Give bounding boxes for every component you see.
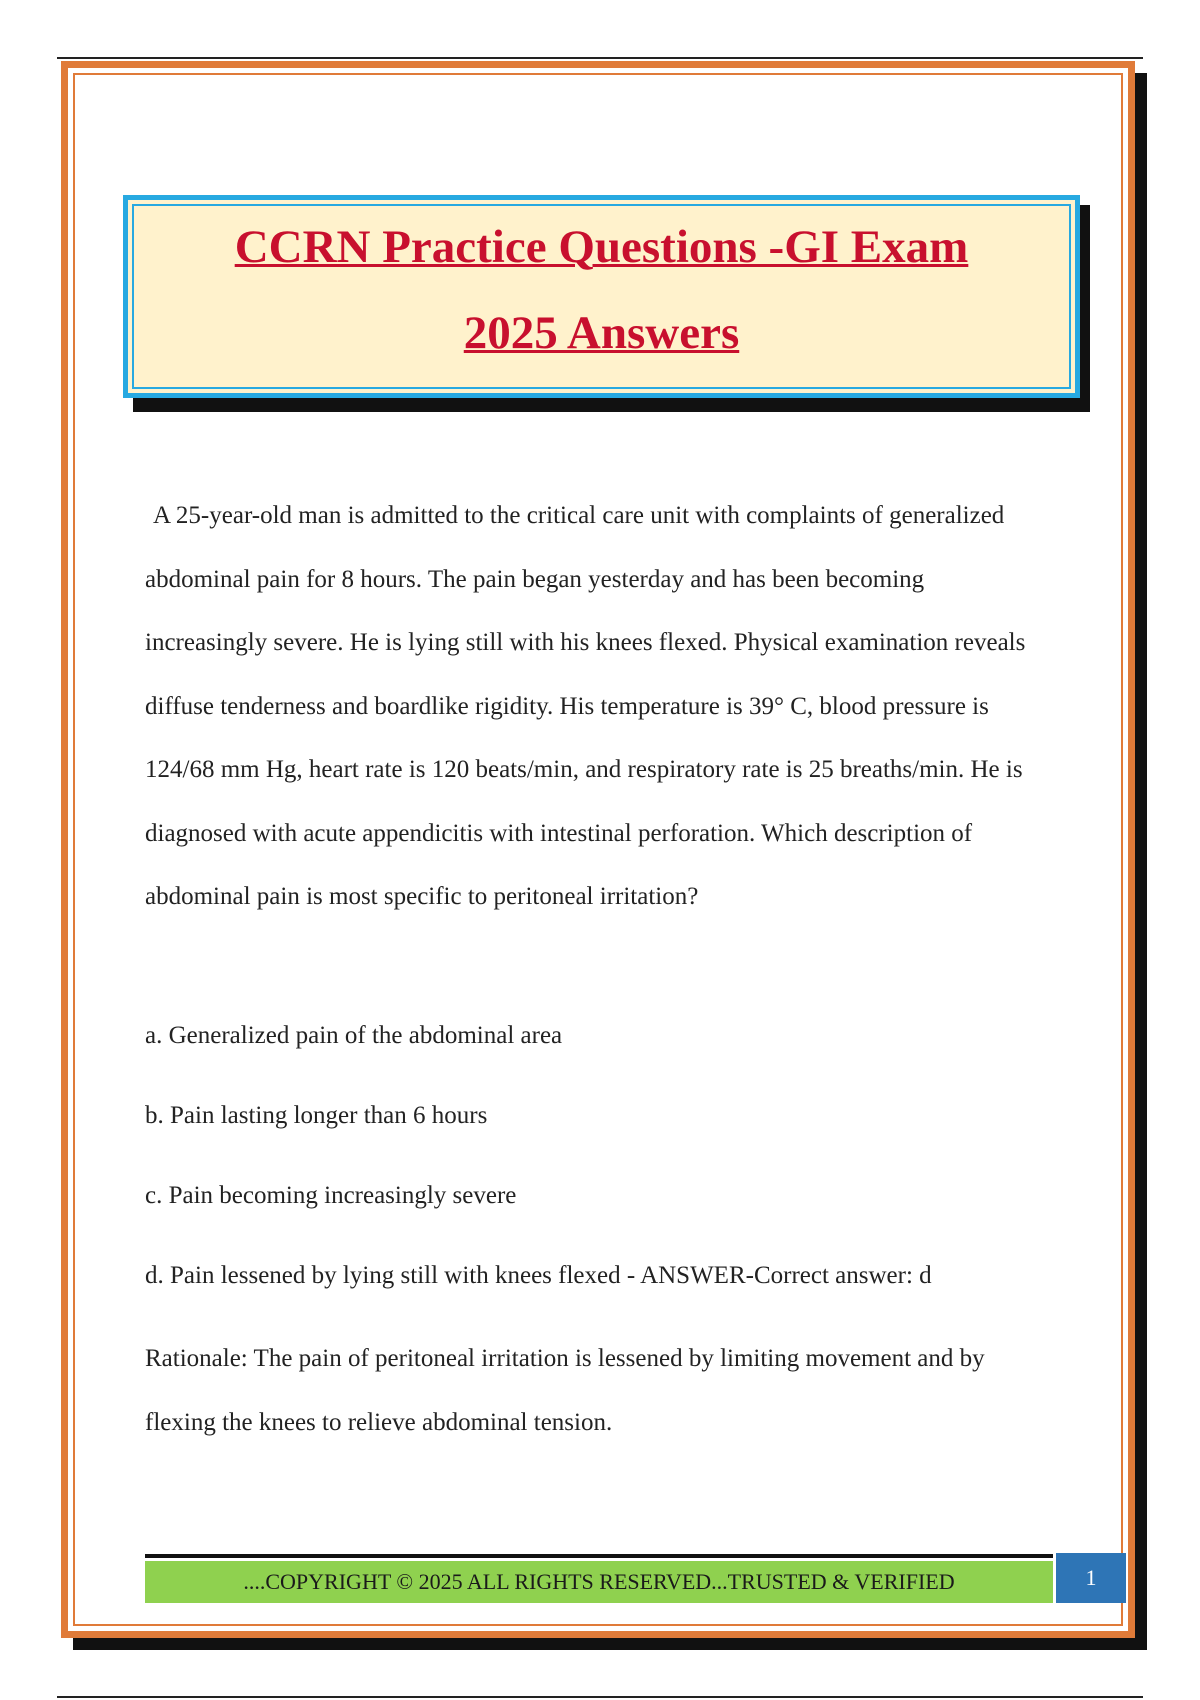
bottom-rule	[57, 1696, 1143, 1698]
rationale-block	[145, 1327, 1045, 1454]
page-title-line-1: CCRN Practice Questions -GI Exam	[234, 221, 969, 273]
question-text: A 25-year-old man is admitted to the critical care unit with complaints of generalized abdominal pain for 8 hours. The pain began yesterday and has been becoming increasingly severe. He is lying still with his knees flexed. Physical examination reveals diffuse tenderness and boardlike rigidity. His temperature is 39° C, blood pressure is 124/68 mm Hg, heart rate is 120 beats/min, and respiratory rate is 25 breaths/min. He is diagnosed with acute appendicitis with intestinal perforation. Which description of abdominal pain is most specific to peritoneal irritation?	[145, 502, 1026, 910]
option-c: c. Pain becoming increasingly severe	[145, 1182, 517, 1209]
top-rule	[57, 57, 1143, 59]
option-b: b. Pain lasting longer than 6 hours	[145, 1102, 488, 1129]
question-block	[145, 484, 1045, 929]
option-d-answer: d. Pain lessened by lying still with knees flexed - ANSWER-Correct answer: d	[145, 1262, 932, 1289]
page-title-line-2: 2025 Answers	[463, 307, 740, 359]
title-box	[123, 195, 1080, 398]
option-a: a. Generalized pain of the abdominal area	[145, 1022, 563, 1049]
footer-copyright: ....COPYRIGHT © 2025 ALL RIGHTS RESERVED...TRUSTED & VERIFIED	[145, 1561, 1053, 1603]
footer-rule	[145, 1554, 1053, 1558]
page-number: 1	[1056, 1553, 1126, 1603]
rationale-text: Rationale: The pain of peritoneal irritation is lessened by limiting movement and by flexing the knees to relieve abdominal tension.	[145, 1345, 985, 1436]
